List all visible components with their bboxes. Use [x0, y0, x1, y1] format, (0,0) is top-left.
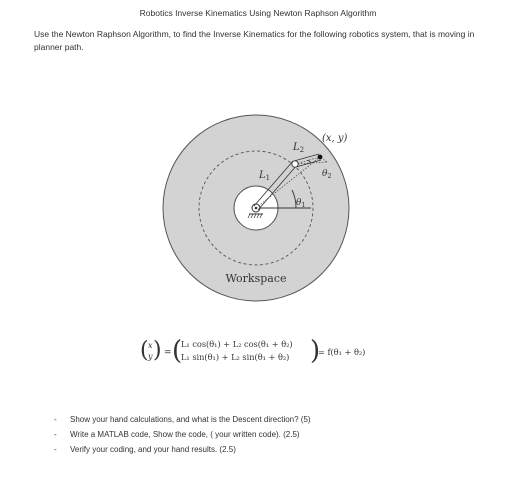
eq-row2: L₁ sin(θ₁) + L₂ sin(θ₁ + θ₂)	[181, 352, 290, 362]
eq-lhs-open-paren: (	[140, 338, 149, 363]
eq-rhs-open-paren: (	[172, 336, 183, 366]
eq-rhs-function: = f(θ₁ + θ₂)	[318, 347, 366, 357]
eq-row1: L₁ cos(θ₁) + L₂ cos(θ₁ + θ₂)	[181, 339, 293, 349]
task-item-3: - Verify your coding, and your hand results. (2.5)	[46, 442, 496, 457]
theta2-label: $\theta_2$	[322, 169, 332, 180]
eq-rhs-close-paren: )	[310, 336, 321, 366]
eq-lhs-x: x	[148, 341, 153, 350]
task-list	[46, 412, 496, 457]
page-title: Robotics Inverse Kinematics Using Newton Raphson Algorithm	[139, 8, 377, 18]
end-effector-point	[318, 155, 323, 160]
workspace-label: Workspace	[225, 272, 287, 285]
theta1-label: $\theta_1$	[296, 198, 306, 209]
eq-lhs-y: y	[148, 352, 153, 361]
link1-label: $L_1$	[259, 170, 271, 182]
link2-label: $L_2$	[293, 142, 305, 154]
intro-paragraph: Use the Newton Raphson Algorithm, to find the Inverse Kinematics for the following robotics system, that is moving in planner path.	[34, 29, 475, 52]
eq-equals: =	[164, 348, 172, 358]
elbow-joint	[292, 161, 298, 167]
eq-lhs-close-paren: )	[153, 338, 162, 363]
task-item-2: - Write a MATLAB code, Show the code, ( your written code). (2.5)	[46, 427, 496, 442]
kinematics-equation	[140, 336, 365, 366]
end-effector-label: (x, y)	[322, 133, 348, 144]
task-item-1: - Show your hand calculations, and what is the Descent direction? (5)	[46, 412, 496, 427]
